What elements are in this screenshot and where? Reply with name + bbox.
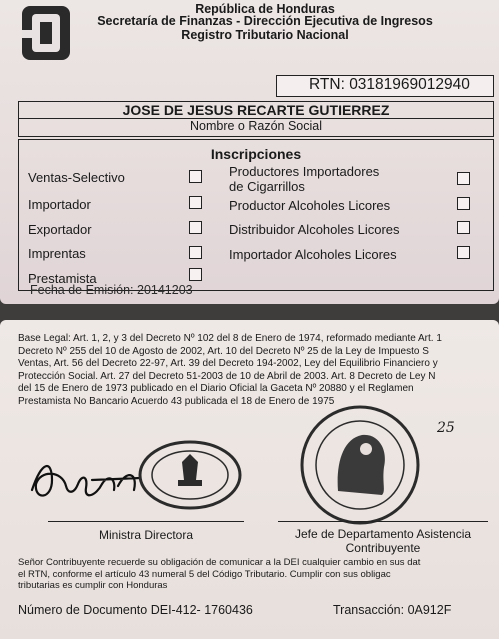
checkbox-exportador[interactable] (189, 221, 202, 234)
item-imprentas: Imprentas (28, 246, 86, 261)
legal-line: del 15 de Enero de 1973 publicado en el Diario Oficial la Gaceta Nº 20880 y el Reglamen (18, 383, 414, 394)
item-productor-alcoholes: Productor Alcoholes Licores (229, 198, 391, 213)
item-ventas-selectivo: Ventas-Selectivo (28, 170, 125, 185)
item-importador: Importador (28, 197, 91, 212)
checkbox-productores-cigarrillos[interactable] (457, 172, 470, 185)
checkbox-distribuidor-alcoholes[interactable] (457, 221, 470, 234)
aviso-line: tributarias es cumplir con Honduras (18, 580, 168, 591)
checkbox-ventas-selectivo[interactable] (189, 170, 202, 183)
signature-line-right (278, 521, 488, 522)
inscripciones-title: Inscripciones (210, 146, 302, 162)
legal-line: Base Legal: Art. 1, 2, y 3 del Decreto Nº 102 del 8 de Enero de 1974, reformado mediante Art. 1 (18, 333, 442, 344)
item-productores-importadores: Productores Importadores (229, 164, 380, 179)
legal-line: Prestamista No Bancario Acuerdo 43 publicada el 18 de Enero de 1975 (18, 395, 335, 407)
checkbox-importador[interactable] (189, 196, 202, 209)
checkbox-prestamista[interactable] (189, 268, 202, 281)
item-distribuidor-alcoholes: Distribuidor Alcoholes Licores (229, 222, 400, 237)
checkbox-importador-alcoholes[interactable] (457, 246, 470, 259)
rtn-number: RTN: 03181969012940 (309, 76, 470, 93)
transaccion: Transacción: 0A912F (333, 603, 452, 617)
header-secretaria: Secretaría de Finanzas - Dirección Ejecutiva de Ingresos (97, 14, 433, 28)
taxpayer-name-label: Nombre o Razón Social (189, 119, 322, 133)
legal-line: Decreto Nº 255 del 10 de Agosto de 2002, Art. 10 del Decreto Nº 25 de la Ley de Impuesto S (18, 345, 429, 357)
handwritten-mark: 25 (437, 420, 455, 436)
legal-line: Protección Social. Art. 27 del Decreto 51-2003 de 10 de Abril de 2003. Art. 8 Decreto de Ley N (18, 370, 436, 382)
fecha-emision: Fecha de Emisión: 20141203 (30, 283, 193, 297)
checkbox-imprentas[interactable] (189, 246, 202, 259)
checkbox-productor-alcoholes[interactable] (457, 197, 470, 210)
item-productores-importadores-line2: de Cigarrillos (229, 179, 305, 194)
legal-line: Ventas, Art. 56 del Decreto 22-97, Art. 39 del Decreto 194-2002, Ley del Equilibrio Financiero y (18, 358, 438, 369)
item-exportador: Exportador (28, 222, 92, 237)
item-prestamista: Prestamista (28, 271, 97, 286)
aviso-text (18, 557, 498, 592)
aviso-line: el RTN, conforme el artículo 43 numeral 5 del Código Tributario. Cumplir con sus obligac (18, 568, 391, 580)
signature-line-left (48, 521, 244, 522)
item-importador-alcoholes: Importador Alcoholes Licores (229, 247, 397, 262)
numero-documento: Número de Documento DEI-412- 1760436 (18, 603, 253, 617)
header-country: República de Honduras (195, 2, 335, 16)
official-seal-left (138, 440, 242, 510)
taxpayer-name: JOSE DE JESUS RECARTE GUTIERREZ (122, 102, 390, 118)
official-seal-right (298, 405, 422, 525)
role-contribuyente: Contribuyente (345, 541, 421, 555)
base-legal-text (18, 333, 498, 408)
role-jefe: Jefe de Departamento Asistencia (294, 527, 472, 541)
aviso-line: Señor Contribuyente recuerde su obligación de comunicar a la DEI cualquier cambio en sus dat (18, 557, 421, 568)
header-registro: Registro Tributario Nacional (181, 28, 349, 42)
role-ministra: Ministra Directora (98, 528, 194, 542)
